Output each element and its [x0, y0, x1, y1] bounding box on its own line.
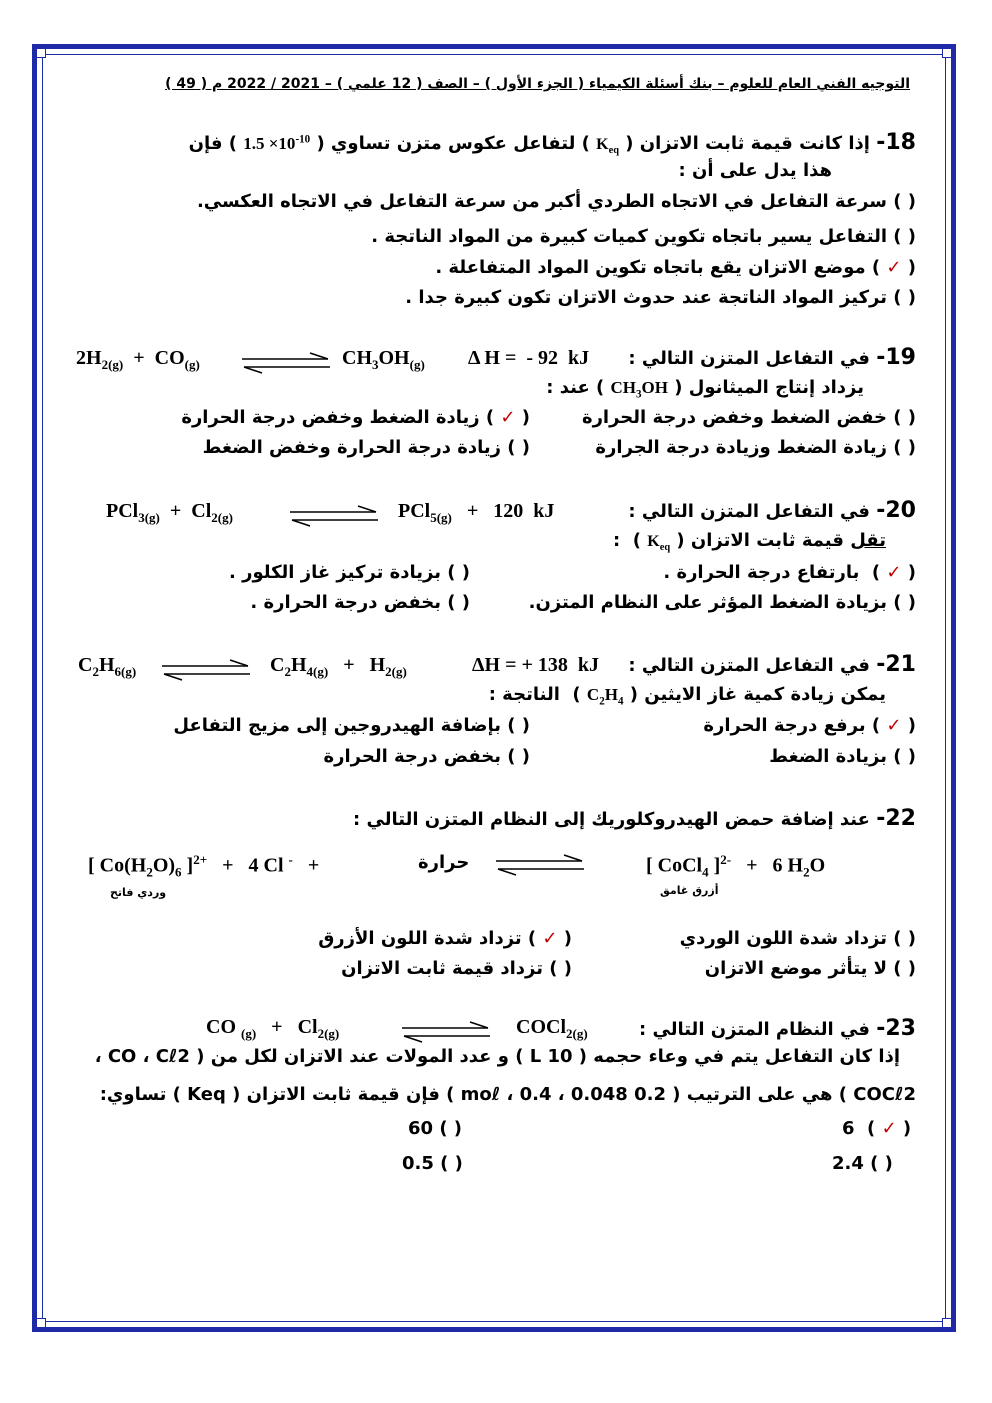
- question-number: 22-: [876, 806, 916, 831]
- question-18-stem-line2: هذا يدل على أن :: [678, 160, 832, 181]
- question-22-reactants: [ $Co(H_2O)_6$ ]$^{2+}$ + 4 Cl - +: [88, 852, 320, 880]
- border-corner: [36, 1318, 46, 1328]
- check-icon: ✓: [886, 562, 902, 583]
- border-corner: [36, 48, 46, 58]
- question-number: 20-: [876, 498, 916, 523]
- question-18-option-4[interactable]: ( ) تركيز المواد الناتجة عند حدوث الاتزان تكون كبيرة جدا .: [405, 287, 916, 308]
- question-20-stem-line2: تقل قيمة ثابت الاتزان ( $K_{eq}$ ) :: [613, 530, 886, 554]
- question-23-reactants: CO $_{(g)} + Cl_{2(g)}$: [206, 1016, 340, 1041]
- question-23-stem-line3: COCℓ2 ) هي على الترتيب ( 0.2 moℓ ، 0.4 ، 0.048 ) فإن قيمة ثابت الاتزان ( Keq ) تساوي:: [99, 1084, 916, 1105]
- question-19-stem-line2: يزداد إنتاج الميثانول ( $CH_3OH$ ) عند :: [546, 377, 864, 401]
- question-20-stem: 20- في التفاعل المتزن التالي :: [628, 498, 916, 523]
- question-19-equation: $2H_{2(g)} + CO_{(g)}$: [76, 347, 200, 372]
- border-corner: [942, 1318, 952, 1328]
- question-21-option-2[interactable]: ( ) بإضافة الهيدروجين إلى مزيج التفاعل: [173, 715, 530, 736]
- question-19-products: $CH_3OH_{(g)}$: [342, 347, 425, 372]
- question-20-option-4[interactable]: ( ) بخفض درجة الحرارة .: [250, 592, 470, 613]
- question-23-option-4[interactable]: 0.5 ( ): [402, 1153, 463, 1174]
- question-number: 21-: [876, 652, 916, 677]
- question-number: 19-: [876, 345, 916, 370]
- question-19-delta-h: Δ H = - 92 kJ: [468, 347, 590, 369]
- equilibrium-arrow-icon: [400, 1021, 492, 1043]
- question-23-option-2[interactable]: 60 ( ): [408, 1118, 463, 1139]
- question-19-stem: 19- في التفاعل المتزن التالي :: [628, 345, 916, 370]
- question-19-option-2-correct[interactable]: ( ✓ ) زيادة الضغط وخفض درجة الحرارة: [181, 407, 530, 428]
- question-19-option-4[interactable]: ( ) زيادة درجة الحرارة وخفض الضغط: [202, 437, 530, 458]
- question-21-products: $C_2H_{4(g)} + H_{2(g)}$: [270, 654, 407, 679]
- question-20-option-2[interactable]: ( ) بزيادة تركيز غاز الكلور .: [228, 562, 470, 583]
- question-23-stem-line2: إذا كان التفاعل يتم في وعاء حجمه ( 10 L ) و عدد المولات عند الاتزان لكل من ( CO ، Cℓ2 ،: [94, 1046, 900, 1067]
- question-22-products: [ CoCl$_4$ ]$^{2-}$ + 6 $H_2O$: [646, 852, 826, 880]
- question-22-option-1[interactable]: ( ) تزداد شدة اللون الوردي: [679, 928, 916, 949]
- page-header: التوجيه الفني العام للعلوم – بنك أسئلة الكيمياء ( الجزء الأول ) – الصف ( 12 علمي ) – 2021 / 2022 م ( 49 ): [165, 76, 910, 92]
- question-20-option-1-correct[interactable]: ( ✓ ) بارتفاع درجة الحرارة .: [663, 562, 916, 583]
- question-21-option-1-correct[interactable]: ( ✓ ) برفع درجة الحرارة: [703, 715, 916, 736]
- question-23-option-3[interactable]: 2.4 ( ): [832, 1153, 893, 1174]
- question-21-delta-h: ΔH = + 138 kJ: [472, 654, 600, 676]
- question-21-stem-line2: يمكن زيادة كمية غاز الايثين ( $C_2H_4$ ) الناتجة :: [488, 684, 886, 708]
- question-22-product-color: أزرق غامق: [660, 884, 719, 897]
- question-19-option-3[interactable]: ( ) زيادة الضغط وزيادة درجة الجرارة: [595, 437, 916, 458]
- question-18-option-1[interactable]: ( ) سرعة التفاعل في الاتجاه الطردي أكبر من سرعة التفاعل في الاتجاه العكسي.: [196, 191, 916, 212]
- check-icon: ✓: [886, 715, 902, 736]
- question-20-products: PCl$_{5(g)}$ + 120 kJ: [398, 500, 555, 525]
- question-18-option-3-correct[interactable]: ( ✓ ) موضع الاتزان يقع باتجاه تكوين المواد المتفاعلة .: [435, 257, 916, 278]
- question-18-option-2[interactable]: ( ) التفاعل يسير باتجاه تكوين كميات كبيرة من المواد الناتجة .: [371, 226, 916, 247]
- question-21-option-3[interactable]: ( ) بزيادة الضغط: [769, 746, 916, 767]
- equilibrium-arrow-icon: [288, 505, 380, 527]
- question-20-option-3[interactable]: ( ) بزيادة الضغط المؤثر على النظام المتزن.: [528, 592, 916, 613]
- check-icon: ✓: [881, 1118, 897, 1139]
- question-22-reactant-color: وردي فاتح: [110, 886, 167, 899]
- question-21-reactants: $C_2H_{6(g)}$: [78, 654, 137, 679]
- question-number: 18-: [876, 130, 916, 155]
- question-22-heat-word: حرارة: [418, 852, 470, 873]
- question-20-reactants: $PCl_{3(g)} + Cl_{2(g)}$: [106, 500, 233, 525]
- question-23-stem: 23- في النظام المتزن التالي :: [639, 1016, 916, 1041]
- equilibrium-arrow-icon: [494, 854, 586, 876]
- question-23-products: COCl$_{2(g)}$: [516, 1016, 588, 1041]
- question-18-stem: 18- إذا كانت قيمة ثابت الاتزان ( $K_{eq}$ ) لتفاعل عكوس متزن تساوي ( $1.5 \times 10^{-10}$ ) فإن: [188, 130, 916, 157]
- question-22-option-4[interactable]: ( ) تزداد قيمة ثابت الاتزان: [341, 958, 572, 979]
- question-19-option-1[interactable]: ( ) خفض الضغط وخفض درجة الحرارة: [581, 407, 916, 428]
- check-icon: ✓: [542, 928, 558, 949]
- check-icon: ✓: [500, 407, 516, 428]
- check-icon: ✓: [886, 257, 902, 278]
- question-21-option-4[interactable]: ( ) بخفض درجة الحرارة: [323, 746, 530, 767]
- question-22-option-3[interactable]: ( ) لا يتأثر موضع الاتزان: [704, 958, 916, 979]
- question-21-stem: 21- في التفاعل المتزن التالي :: [628, 652, 916, 677]
- question-22-option-2-correct[interactable]: ( ✓ ) تزداد شدة اللون الأزرق: [318, 928, 572, 949]
- question-22-stem: 22- عند إضافة حمض الهيدروكلوريك إلى النظام المتزن التالي :: [353, 806, 916, 831]
- equilibrium-arrow-icon: [160, 659, 252, 681]
- equilibrium-arrow-icon: [240, 352, 332, 374]
- question-number: 23-: [876, 1016, 916, 1041]
- border-corner: [942, 48, 952, 58]
- question-23-option-1-correct[interactable]: 6 ( ✓ ): [842, 1118, 912, 1139]
